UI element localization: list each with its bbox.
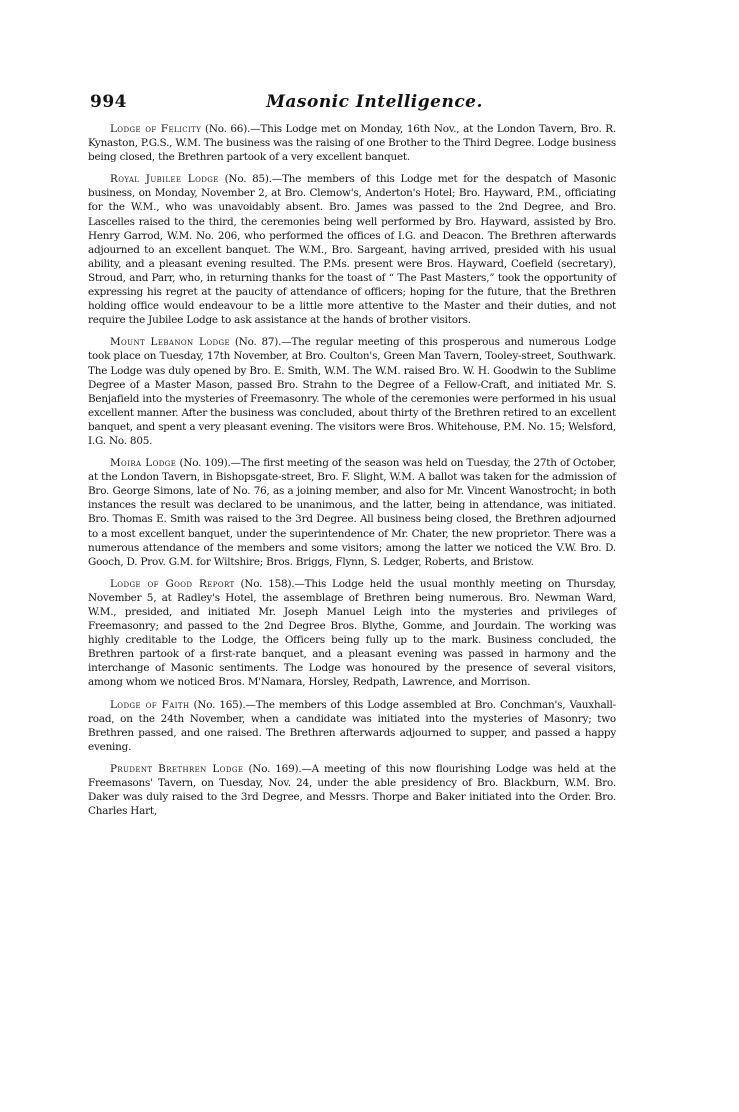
page-number: 994 [90,92,127,112]
paragraph-lodge-of-felicity [88,122,616,164]
page-header [90,92,659,116]
paragraph-prudent-brethren-lodge [88,762,616,818]
paragraph-text: (No. 109).—The first meeting of the season was held on Tuesday, the 27th of October, at the London Tavern, in Bishopsgate-street, Bro. F. Slight, W.M. A ballot was taken for the admission of Bro. George Simons, late of No. 76, as a joining member, and also for Mr. Vincent Wanostrocht; in both instances the result was declared to be unanimous, and the latter, being in attendance, was initiated. Bro. Thomas E. Smith was raised to the 3rd Degree. All business being closed, the Brethren adjourned to a most excellent banquet, under the superintendence of Mr. Chater, the new proprietor. There was a numerous attendance of the members and some visitors; among the latter we noticed the V.W. Bro. D. Gooch, D. Prov. G.M. for Wiltshire; Bros. Briggs, Flynn, S. Ledger, Roberts, and Bristow. [88,457,616,568]
lodge-name: Lodge of Faith [110,698,190,711]
paragraph-mount-lebanon-lodge [88,335,616,448]
lodge-name: Mount Lebanon Lodge [110,336,230,349]
lodge-name: Lodge of Good Report [110,577,235,590]
paragraph-moira-lodge [88,456,616,569]
paragraph-royal-jubilee-lodge [88,172,616,327]
lodge-name: Royal Jubilee Lodge [110,173,219,186]
paragraph-text: (No. 158).—This Lodge held the usual monthly meeting on Thursday, November 5, at Radley's Hotel, the assemblage of Brethren being numerous. Bro. Newman Ward, W.M., presided, and initiated Mr. Joseph Manuel Leigh into the mysteries and privileges of Freemasonry; and passed to the 2nd Degree Bros. Blythe, Gomme, and Jourdain. The working was highly creditable to the Lodge, the Officers being fully up to the mark. Business concluded, the Brethren partook of a first-rate banquet, and a pleasant evening was passed in harmony and the interchange of Masonic sentiments. The Lodge was honoured by the presence of several visitors, among whom we noticed Bros. M'Namara, Horsley, Redpath, Lawrence, and Morrison. [88,577,617,689]
article-body [88,122,616,826]
lodge-name: Lodge of Felicity [110,123,202,135]
paragraph-text: (No. 165).—The members of this Lodge assembled at Bro. Conchman's, Vauxhall-road, on the 24th November, when a candidate was initiated into the mysteries of Masonry; two Brethren passed, and one raised. The Brethren afterwards adjourned to supper, and passed a happy evening. [88,698,616,753]
paragraph-text: (No. 85).—The members of this Lodge met for the despatch of Masonic business, on Monday, November 2, at Bro. Clemow's, Anderton's Hotel; Bro. Hayward, P.M., officiating for the W.M., who was unavoidably absent. Bro. James was passed to the 2nd Degree, and Bro. Lascelles raised to the third, the ceremonies being well performed by Bro. Hayward, assisted by Bro. Henry Garrod, W.M. No. 206, who performed the offices of I.G. and Deacon. The Brethren afterwards adjourned to an excellent banquet. The W.M., Bro. Sargeant, having arrived, presided with his usual ability, and a pleasant evening resulted. The P.Ms. present were Bros. Hayward, Coefield (secretary), Stroud, and Parr, who, in returning thanks for the toast of “ The Past Masters,” took the opportunity of expressing his regret at the paucity of attendance of officers; hoping for the future, that the Brethren holding office would endeavour to be a little more attentive to the Master and their duties, and not require the Jubilee Lodge to ask assistance at the hands of brother visitors. [88,173,616,327]
paragraph-text: (No. 169).—A meeting of this now flourishing Lodge was held at the Freemasons' Tavern, on Tuesday, Nov. 24, under the able presidency of Bro. Blackburn, W.M. Bro. Daker was duly raised to the 3rd Degree, and Messrs. Thorpe and Baker initiated into the Order. Bro. Charles Hart, [88,762,616,818]
running-title: Masonic Intelligence. [266,92,483,112]
paragraph-text: (No. 87).—The regular meeting of this prosperous and numerous Lodge took place on Tuesday, 17th November, at Bro. Coulton's, Green Man Tavern, Tooley-street, Southwark. The Lodge was duly opened by Bro. E. Smith, W.M. The W.M. raised Bro. W. H. Goodwin to the Sublime Degree of a Master Mason, passed Bro. Strahn to the Degree of a Fellow-Craft, and initiated Mr. S. Benjafield into the mysteries of Freemasonry. The whole of the ceremonies were performed in his usual excellent manner. After the business was concluded, about thirty of the Brethren retired to an excellent banquet, and spent a very pleasant evening. The visitors were Bros. Whitehouse, P.M. No. 15; Welsford, I.G. No. 805. [88,336,616,447]
lodge-name: Moira Lodge [110,457,177,470]
paragraph-lodge-of-faith [88,698,616,754]
paragraph-text: (No. 66).—This Lodge met on Monday, 16th Nov., at the London Tavern, Bro. R. Kynaston, P.G.S., W.M. The business was the raising of one Brother to the Third Degree. Lodge business being closed, the Brethren partook of a very excellent banquet. [88,123,617,164]
lodge-name: Prudent Brethren Lodge [110,762,244,775]
paragraph-lodge-of-good-report [88,577,616,690]
